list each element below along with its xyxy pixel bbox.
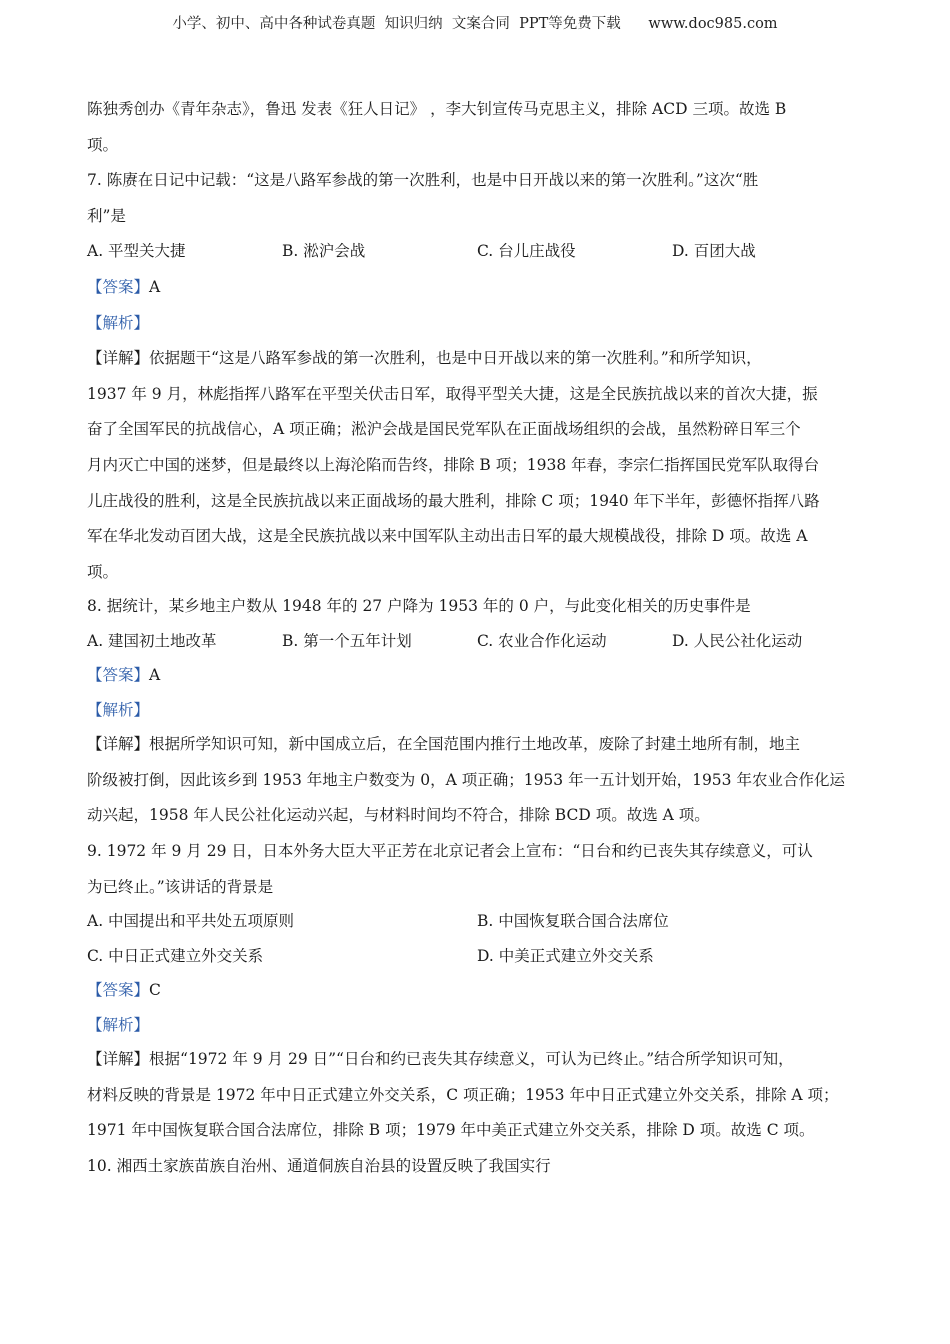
- document-body: [87, 92, 867, 1184]
- q7-option-b: B. 淞沪会战: [282, 242, 366, 261]
- q9-stem: 为已终止。”该讲话的背景是: [87, 877, 274, 896]
- answer-tag: 【答案】: [87, 277, 150, 296]
- q8-option-d: D. 人民公社化运动: [672, 631, 803, 650]
- q8-detail-line: 阶级被打倒，因此该乡到 1953 年地主户数变为 0，A 项正确；1953 年一五计划开始，1953 年农业合作化运: [87, 770, 845, 789]
- q8-analysis: [87, 693, 867, 728]
- detail-tag: 【详解】: [87, 349, 150, 368]
- analysis-tag: 【解析】: [87, 1015, 150, 1034]
- analysis-tag: 【解析】: [87, 700, 150, 719]
- answer-tag: 【答案】: [87, 666, 150, 685]
- q8-answer: [87, 658, 867, 693]
- q6-explanation-line: 项。: [87, 135, 119, 154]
- q7-detail-line: 项。: [87, 562, 119, 581]
- q7-stem: 利”是: [87, 206, 126, 225]
- analysis-tag: 【解析】: [87, 313, 150, 332]
- q7-detail: [87, 341, 867, 377]
- q9-answer: [87, 973, 867, 1008]
- q9-options-row1: [87, 904, 867, 939]
- detail-text: 依据题干“这是八路军参战的第一次胜利，也是中日开战以来的第一次胜利。”和所学知识，: [149, 349, 762, 368]
- detail-tag: 【详解】: [87, 735, 150, 754]
- q8-stem: 8. 据统计，某乡地主户数从 1948 年的 27 户降为 1953 年的 0 户，与此变化相关的历史事件是: [87, 597, 751, 616]
- answer-tag: 【答案】: [87, 981, 150, 1000]
- q7-detail-line: 1937 年 9 月，林彪指挥八路军在平型关伏击日军，取得平型关大捷，这是全民族抗战以来的首次大捷，振: [87, 384, 818, 403]
- q9-option-a: A. 中国提出和平共处五项原则: [87, 912, 295, 931]
- detail-tag: 【详解】: [87, 1050, 150, 1069]
- q7-option-d: D. 百团大战: [672, 242, 756, 261]
- detail-text: 根据所学知识可知，新中国成立后，在全国范围内推行土地改革，废除了封建土地所有制，地主: [149, 735, 801, 754]
- q8-detail: [87, 727, 867, 763]
- q7-option-a: A. 平型关大捷: [87, 242, 186, 261]
- q9-detail: [87, 1042, 867, 1078]
- q9-option-c: C. 中日正式建立外交关系: [87, 946, 264, 965]
- q7-options: [87, 234, 867, 270]
- page-header: 小学、初中、高中各种试卷真题 知识归纳 文案合同 PPT等免费下载 www.doc985.com: [172, 16, 778, 32]
- q8-option-b: B. 第一个五年计划: [282, 631, 412, 650]
- q7-analysis: [87, 306, 867, 342]
- q7-detail-line: 奋了全国军民的抗战信心，A 项正确；淞沪会战是国民党军队在正面战场组织的会战，虽然粉碎日军三个: [87, 420, 801, 439]
- q9-options-row2: [87, 939, 867, 974]
- q7-detail-line: 儿庄战役的胜利，这是全民族抗战以来正面战场的最大胜利，排除 C 项；1940 年下半年，彭德怀指挥八路: [87, 491, 820, 510]
- q8-options: [87, 624, 867, 659]
- q10-stem: 10. 湘西土家族苗族自治州、通道侗族自治县的设置反映了我国实行: [87, 1156, 551, 1175]
- q9-option-d: D. 中美正式建立外交关系: [477, 946, 654, 965]
- answer-value: A: [149, 277, 161, 296]
- q9-detail-line: 材料反映的背景是 1972 年中日正式建立外交关系，C 项正确；1953 年中日正式建立外交关系，排除 A 项；: [87, 1085, 839, 1104]
- q9-option-b: B. 中国恢复联合国合法席位: [477, 912, 669, 931]
- answer-value: A: [149, 666, 161, 685]
- q7-detail-line: 军在华北发动百团大战，这是全民族抗战以来中国军队主动出击日军的最大规模战役，排除 D 项。故选 A: [87, 527, 808, 546]
- q6-explanation-line: 陈独秀创办《青年杂志》，鲁迅 发表《狂人日记》 ，李大钊宣传马克思主义，排除 ACD 三项。故选 B: [87, 100, 787, 118]
- answer-value: C: [149, 981, 161, 1000]
- q9-detail-line: 1971 年中国恢复联合国合法席位，排除 B 项；1979 年中美正式建立外交关系，排除 D 项。故选 C 项。: [87, 1121, 815, 1140]
- detail-text: 根据“1972 年 9 月 29 日”“日台和约已丧失其存续意义，可认为已终止。”结合所学知识可知，: [149, 1050, 794, 1069]
- q8-option-c: C. 农业合作化运动: [477, 631, 607, 650]
- q8-option-a: A. 建国初土地改革: [87, 631, 217, 650]
- q9-analysis: [87, 1008, 867, 1043]
- q7-option-c: C. 台儿庄战役: [477, 242, 576, 261]
- q7-detail-line: 月内灭亡中国的迷梦，但是最终以上海沦陷而告终，排除 B 项；1938 年春，李宗仁指挥国民党军队取得台: [87, 455, 820, 474]
- q7-stem: 7. 陈赓在日记中记载：“这是八路军参战的第一次胜利，也是中日开战以来的第一次胜利。”这次“胜: [87, 171, 759, 190]
- q7-answer: [87, 270, 867, 306]
- q9-stem: 9. 1972 年 9 月 29 日，日本外务大臣大平正芳在北京记者会上宣布：“日台和约已丧失其存续意义，可认: [87, 842, 813, 860]
- q8-detail-line: 动兴起，1958 年人民公社化运动兴起，与材料时间均不符合，排除 BCD 项。故选 A 项。: [87, 806, 710, 825]
